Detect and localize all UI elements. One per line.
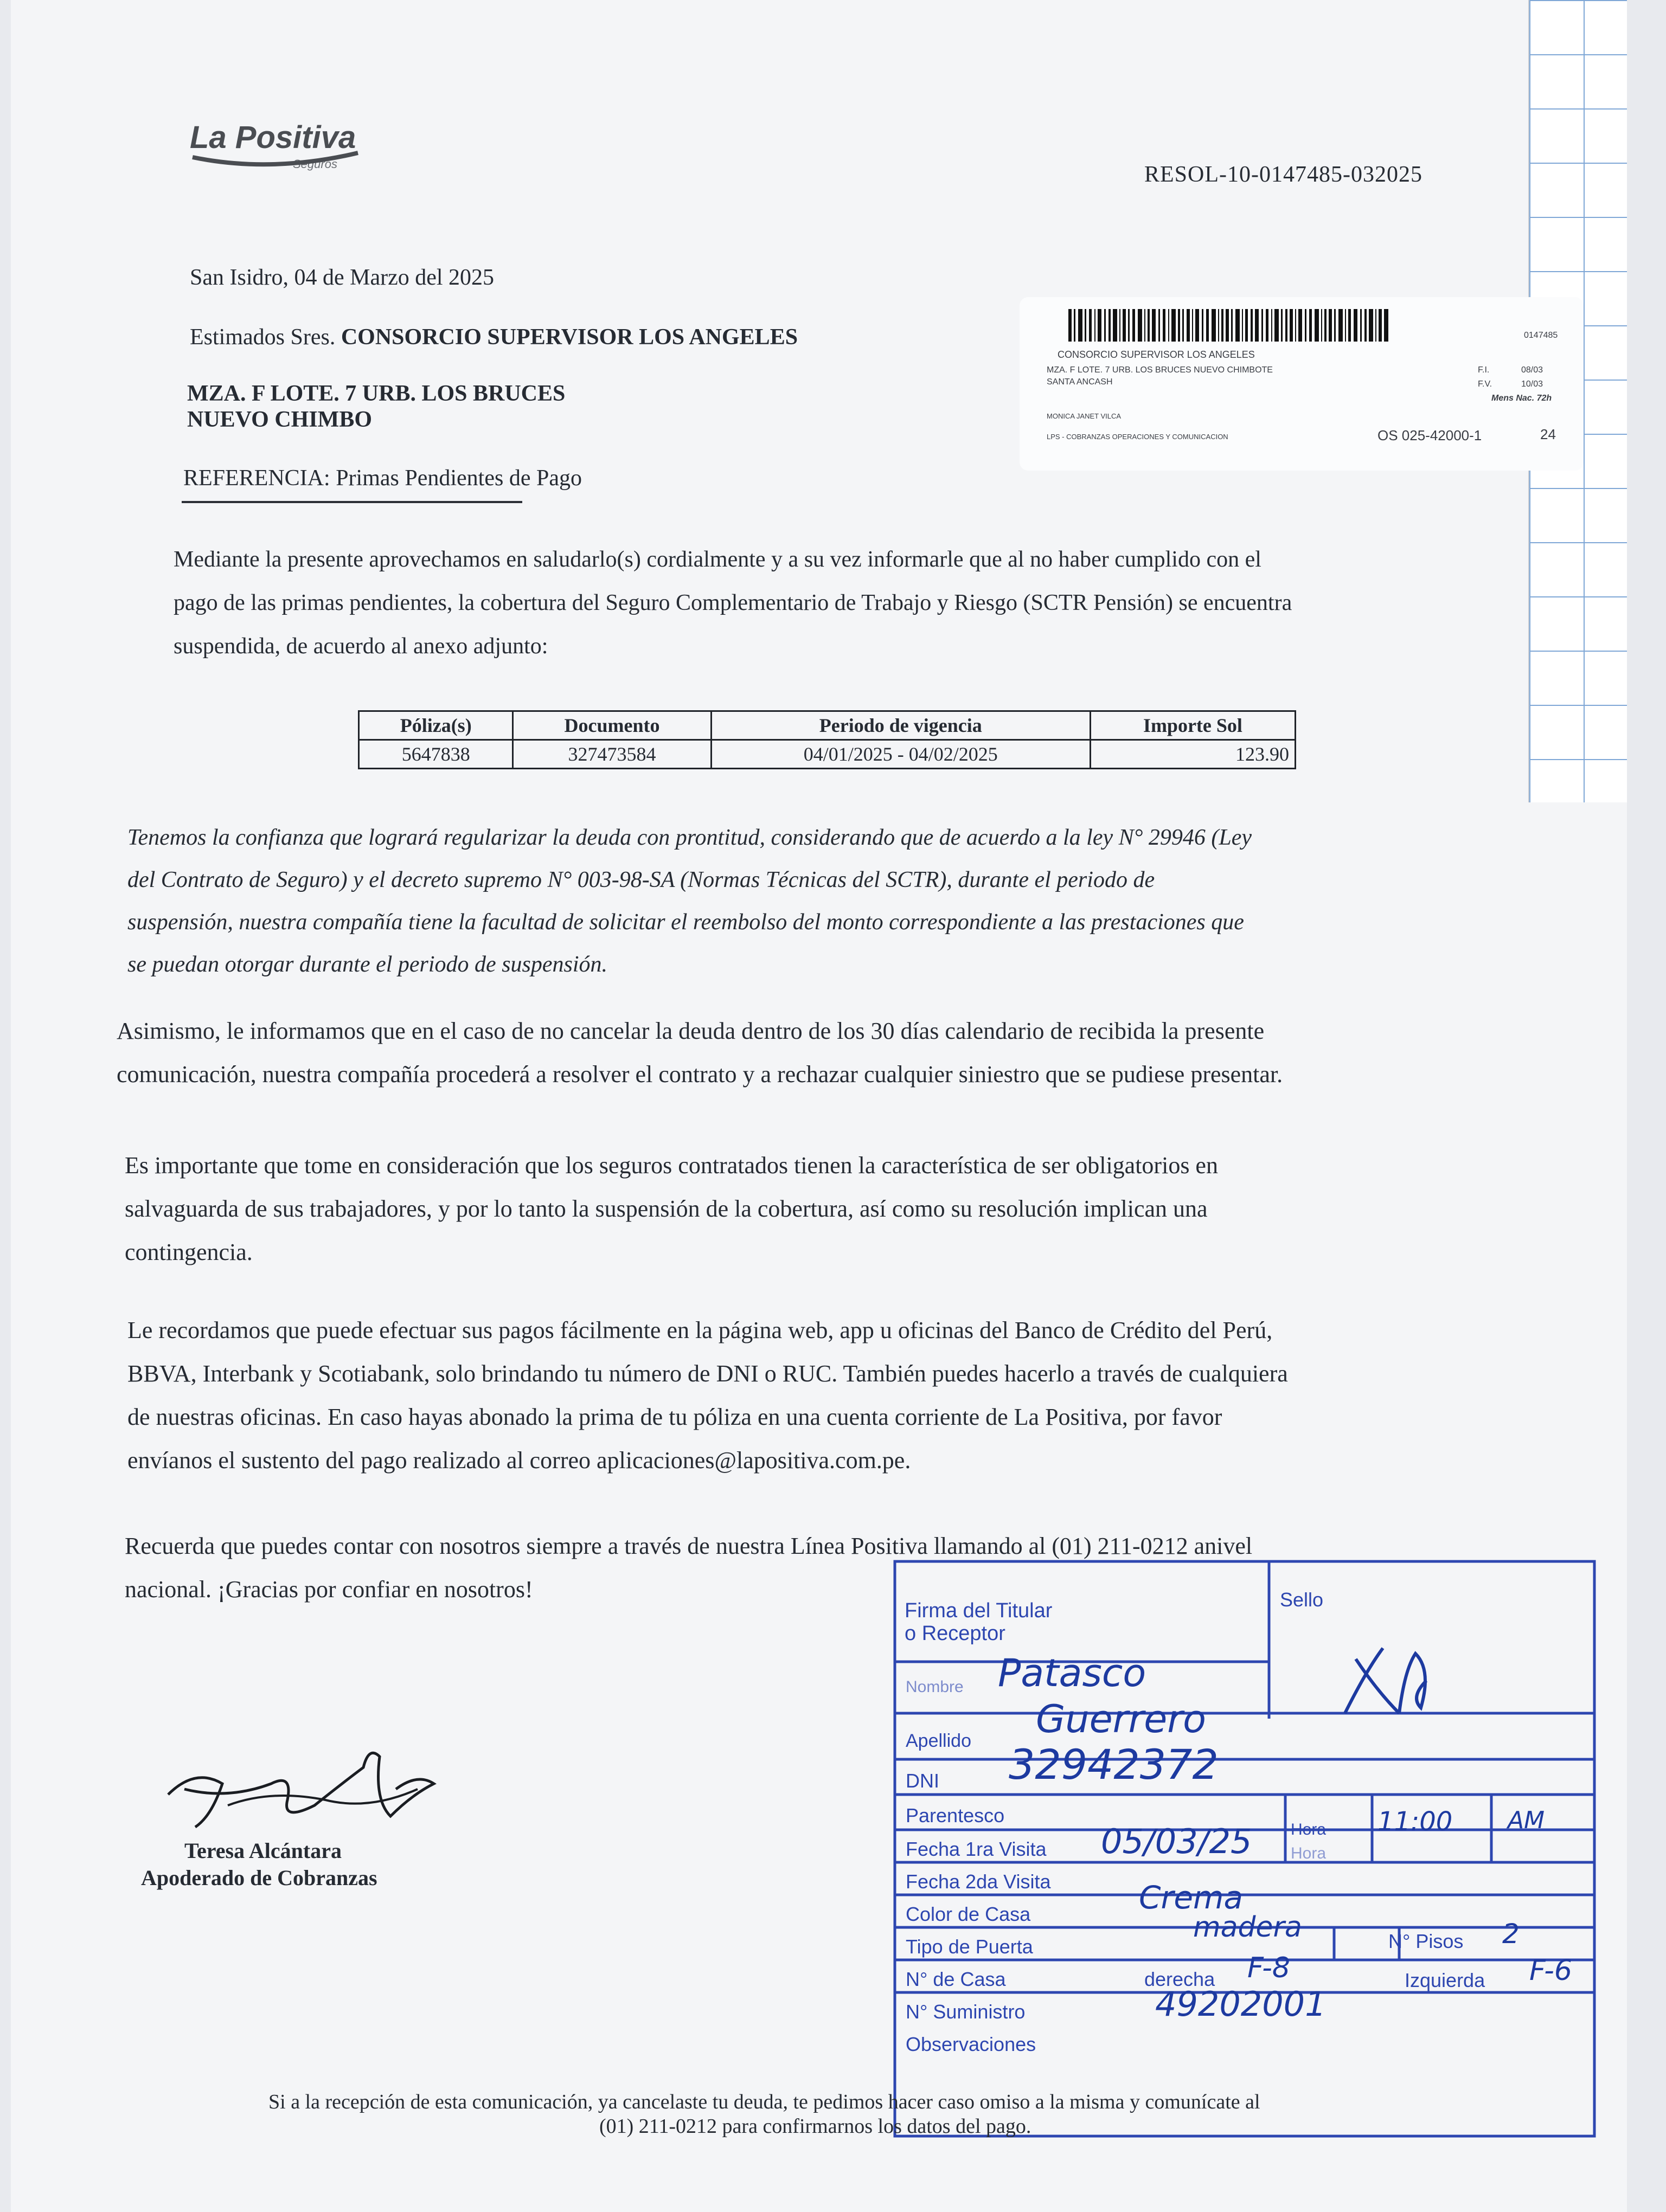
table-header-row [359, 711, 1296, 740]
paragraph-intro [174, 538, 1464, 668]
stamp-nombre-label: Nombre [906, 1678, 964, 1696]
reference-code: RESOL-10-0147485-032025 [1144, 162, 1422, 187]
handwritten-hora1: 11:00 [1377, 1806, 1453, 1837]
label-dept: LPS - COBRANZAS OPERACIONES Y COMUNICACION [1047, 433, 1228, 441]
paragraph-line: Es importante que tome en consideración que los seguros contratados tienen la característica de ser obligatorios en [125, 1152, 1218, 1179]
period-cell: 04/01/2025 - 04/02/2025 [711, 740, 1090, 769]
handwritten-signature-icon [163, 1735, 445, 1843]
table-header: Periodo de vigencia [711, 711, 1090, 740]
paragraph-line: Recuerda que puedes contar con nosotros siempre a través de nuestra Línea Positiva llamando al (01) 211-0212 anivel [125, 1533, 1253, 1559]
signatory-name: Teresa Alcántara [184, 1838, 342, 1863]
paragraph-line: Asimismo, le informamos que en el caso de no cancelar la deuda dentro de los 30 días calendario de recibida la presente [117, 1018, 1265, 1044]
reference-underline [182, 501, 522, 503]
stamp-sello-label: Sello [1280, 1589, 1324, 1611]
stamp-pisos-label: N° Pisos [1388, 1930, 1464, 1952]
table-row [359, 740, 1296, 769]
stamp-ncasa-label: N° de Casa [906, 1968, 1006, 1990]
label-city: SANTA ANCASH [1047, 377, 1113, 387]
footer-line2: (01) 211-0212 para confirmarnos los datos del pago. [599, 2115, 1031, 2138]
handwritten-izquierda: F-6 [1529, 1954, 1572, 1987]
paragraph-cancellation [117, 1009, 1548, 1096]
paragraph-obligation [125, 1144, 1546, 1274]
label-os: OS 025-42000-1 [1377, 427, 1482, 443]
label-name: CONSORCIO SUPERVISOR LOS ANGELES [1058, 349, 1255, 360]
paragraph-line: salvaguarda de sus trabajadores, y por lo tanto la suspensión de la cobertura, así como su resolución implican una [125, 1195, 1208, 1222]
handwritten-nombre: Patasco [998, 1651, 1146, 1695]
label-agent: MONICA JANET VILCA [1047, 412, 1122, 420]
label-code: 0147485 [1524, 331, 1558, 340]
paragraph-payment [127, 1309, 1548, 1482]
paragraph-line: BBVA, Interbank y Scotiabank, solo brindando tu número de DNI o RUC. También puedes hacerlo a través de cualquiera [127, 1360, 1288, 1387]
handwritten-ampm: AM [1508, 1806, 1545, 1834]
stamp-izquierda-label: Izquierda [1405, 1969, 1485, 1991]
paragraph-line: Mediante la presente aprovechamos en saludarlo(s) cordialmente y a su vez informarle que al no haber cumplido con el [174, 547, 1261, 572]
letter-page [11, 0, 1627, 2212]
policy-cell: 5647838 [359, 740, 513, 769]
label-mens: Mens Nac. 72h [1491, 394, 1552, 403]
paragraph-line: pago de las primas pendientes, la cobertura del Seguro Complementario de Trabajo y Riesgo (SCTR Pensión) se encuentra [174, 590, 1292, 615]
logo-brand: La Positiva [190, 120, 356, 155]
document-cell: 327473584 [513, 740, 711, 769]
stamp-firma-label: Firma del Titular o Receptor [905, 1599, 1053, 1645]
paragraph-line: Le recordamos que puede efectuar sus pagos fácilmente en la página web, app u oficinas del Banco de Crédito del Perú, [127, 1317, 1273, 1343]
annex-table [358, 710, 1296, 769]
reference-line [183, 465, 582, 491]
stamp-color-label: Color de Casa [906, 1903, 1031, 1925]
handwritten-pisos: 2 [1502, 1918, 1520, 1950]
salutation-prefix: Estimados Sres. [190, 325, 336, 350]
paragraph-line: de nuestras oficinas. En caso hayas abonado la prima de tu póliza en una cuenta corriente de La Positiva, por favor [127, 1404, 1222, 1430]
paragraph-line: nacional. ¡Gracias por confiar en nosotros! [125, 1576, 533, 1603]
handwritten-dni: 32942372 [1009, 1740, 1219, 1789]
table-header: Póliza(s) [359, 711, 513, 740]
signatory-role: Apoderado de Cobranzas [141, 1866, 377, 1890]
reference-text: Primas Pendientes de Pago [336, 466, 582, 491]
logo-sub: Seguros [293, 157, 337, 171]
paragraph-confidence [127, 816, 1505, 986]
stamp-hora-label: Hora [1291, 1821, 1327, 1838]
address-line1: MZA. F LOTE. 7 URB. LOS BRUCES [187, 381, 566, 406]
label-fv-value: 10/03 [1521, 380, 1543, 389]
salutation [190, 324, 798, 350]
stamp-suministro-label: N° Suministro [906, 2001, 1026, 2023]
handwritten-tipo: madera [1193, 1911, 1302, 1944]
stamp-tipo-label: Tipo de Puerta [906, 1935, 1033, 1958]
company-logo [190, 119, 356, 171]
handwritten-fecha1: 05/03/25 [1101, 1822, 1252, 1861]
amount-cell: 123.90 [1090, 740, 1295, 769]
label-fi-value: 08/03 [1521, 365, 1543, 375]
stamp-observaciones-label: Observaciones [906, 2033, 1036, 2055]
paragraph-line: se puedan otorgar durante el periodo de suspensión. [127, 952, 608, 977]
place-date: San Isidro, 04 de Marzo del 2025 [190, 265, 495, 290]
mailing-label [1020, 297, 1584, 471]
stamp-hora2-label: Hora [1291, 1844, 1327, 1862]
handwritten-suministro: 49202001 [1155, 1984, 1327, 2024]
paragraph-line: envíanos el sustento del pago realizado al correo aplicaciones@lapositiva.com.pe. [127, 1447, 911, 1474]
paragraph-line: suspensión, nuestra compañía tiene la facultad de solicitar el reembolso del monto correspondiente a las prestaciones que [127, 910, 1244, 935]
paragraph-line: del Contrato de Seguro) y el decreto supremo N° 003-98-SA (Normas Técnicas del SCTR), durante el periodo de [127, 867, 1155, 892]
paragraph-line: contingencia. [125, 1239, 253, 1265]
stamp-parentesco-label: Parentesco [906, 1804, 1005, 1827]
handwritten-derecha: F-8 [1247, 1952, 1290, 1984]
barcode-icon [1068, 309, 1388, 342]
recipient-name: CONSORCIO SUPERVISOR LOS ANGELES [341, 325, 798, 350]
receipt-stamp [889, 1556, 1616, 2152]
handwritten-color: Crema [1139, 1879, 1244, 1916]
table-header: Importe Sol [1090, 711, 1295, 740]
footer-line1: Si a la recepción de esta comunicación, ya cancelaste tu deuda, te pedimos hacer caso omiso a la misma y comunícate al [268, 2091, 1260, 2113]
stamp-apellido-label: Apellido [906, 1731, 971, 1751]
table-header: Documento [513, 711, 711, 740]
address-line2: NUEVO CHIMBO [187, 407, 373, 432]
paragraph-line: comunicación, nuestra compañía procederá a resolver el contrato y a rechazar cualquier siniestro que se pudiese presentar. [117, 1061, 1283, 1088]
paragraph-line: Tenemos la confianza que logrará regularizar la deuda con prontitud, considerando que de acuerdo a la ley N° 29946 (Ley [127, 825, 1252, 850]
label-os-num: 24 [1540, 426, 1556, 442]
stamp-fecha1-label: Fecha 1ra Visita [906, 1838, 1047, 1860]
reference-label: REFERENCIA: [183, 466, 330, 491]
logo-swoosh-icon [190, 147, 363, 169]
handwritten-initials-icon [1334, 1637, 1453, 1719]
stamp-dni-label: DNI [906, 1770, 939, 1792]
label-fi-label: F.I. [1478, 365, 1490, 375]
label-fv-label: F.V. [1478, 380, 1492, 389]
paragraph-line: suspendida, de acuerdo al anexo adjunto: [174, 634, 548, 659]
stamp-derecha-label: derecha [1144, 1968, 1215, 1990]
label-address: MZA. F LOTE. 7 URB. LOS BRUCES NUEVO CHIMBOTE [1047, 365, 1273, 375]
stamp-fecha2-label: Fecha 2da Visita [906, 1870, 1051, 1893]
handwritten-apellido: Guerrero [1036, 1697, 1206, 1741]
